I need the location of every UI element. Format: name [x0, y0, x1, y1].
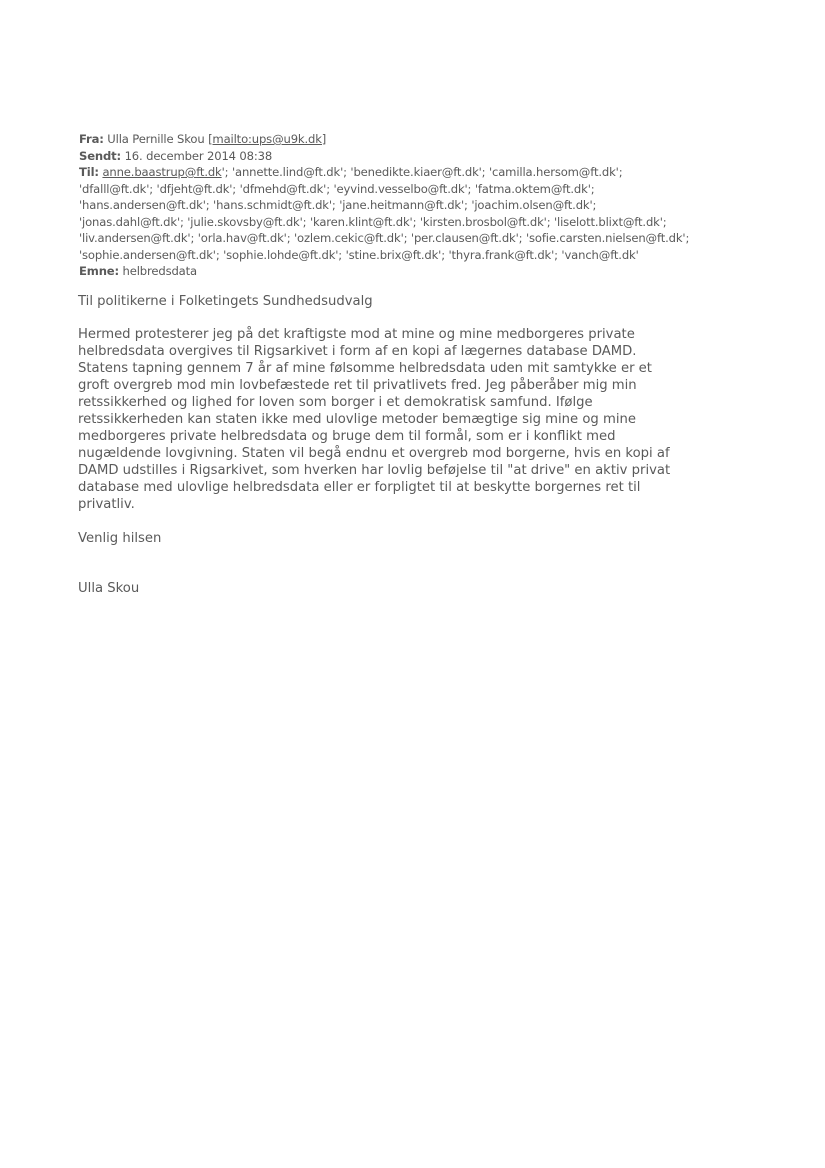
body-line: groft overgreb mod min lovbefæstede ret til privatlivets fred. Jeg påberåber mig min: [78, 378, 637, 393]
to-line: 'jonas.dahl@ft.dk'; 'julie.skovsby@ft.dk'; 'karen.klint@ft.dk'; 'kirsten.brosbol@ft.dk'; 'liselott.blixt@ft.dk';: [79, 214, 667, 229]
body-line: privatliv.: [78, 497, 135, 512]
body-line: retssikkerheden kan staten ikke med ulovlige metoder bemægtige sig mine og mine: [78, 412, 636, 427]
subject-line: [79, 263, 799, 280]
body-line: nugældende lovgivning. Staten vil begå endnu et overgreb mod borgerne, hvis en kopi af: [78, 446, 670, 461]
subject-value: helbredsdata: [119, 264, 197, 278]
body-line: helbredsdata overgives til Rigsarkivet i form af en kopi af lægernes database DAMD.: [78, 344, 637, 359]
from-value: Ulla Pernille Skou: [103, 132, 209, 146]
body-line: DAMD udstilles i Rigsarkivet, som hverken har lovlig beføjelse til "at drive" en aktiv privat: [78, 463, 671, 478]
sent-line: [79, 148, 799, 165]
body-line: database med ulovlige helbredsdata eller er forpligtet til at beskytte borgernes ret til: [78, 480, 641, 495]
letter-body: [78, 326, 718, 513]
to-line: 'sophie.andersen@ft.dk'; 'sophie.lohde@ft.dk'; 'stine.brix@ft.dk'; 'thyra.frank@ft.dk'; 'vanch@ft.dk': [79, 247, 639, 262]
salutation: Til politikerne i Folketingets Sundhedsudvalg: [78, 294, 373, 309]
subject-label: Emne:: [79, 264, 120, 278]
sent-label: Sendt:: [79, 148, 122, 163]
to-label: Til:: [79, 165, 99, 179]
signature: Ulla Skou: [78, 581, 140, 596]
from-mailto-link[interactable]: [mailto:ups@u9k.dk]: [208, 132, 327, 146]
body-line: retssikkerhed og lighed for loven som borger i et demokratisk samfund. Ifølge: [78, 395, 593, 410]
to-line: 'liv.andersen@ft.dk'; 'orla.hav@ft.dk'; 'ozlem.cekic@ft.dk'; 'per.clausen@ft.dk'; 'sofie.carsten.nielsen@ft.dk';: [79, 231, 690, 245]
body-line: medborgeres private helbredsdata og bruge dem til formål, som er i konflikt med: [78, 429, 616, 444]
to-first-recipient-link[interactable]: anne.baastrup@ft.dk: [102, 165, 222, 179]
body-line: Statens tapning gennem 7 år af mine følsomme helbredsdata uden mit samtykke er et: [78, 361, 652, 376]
to-recipients-text: '; 'annette.lind@ft.dk'; 'benedikte.kiaer@ft.dk'; 'camilla.hersom@ft.dk';: [221, 165, 623, 179]
body-line: Hermed protesterer jeg på det kraftigste mod at mine og mine medborgeres private: [78, 327, 635, 342]
from-line: [79, 131, 799, 148]
to-line: 'hans.andersen@ft.dk'; 'hans.schmidt@ft.dk'; 'jane.heitmann@ft.dk'; 'joachim.olsen@ft.dk';: [79, 198, 597, 212]
to-line: 'dfalll@ft.dk'; 'dfjeht@ft.dk'; 'dfmehd@ft.dk'; 'eyvind.vesselbo@ft.dk'; 'fatma.oktem@ft.dk';: [79, 181, 595, 196]
closing: Venlig hilsen: [78, 531, 162, 546]
email-header: [79, 131, 799, 280]
sent-value: 16. december 2014 08:38: [121, 148, 273, 163]
from-label: Fra:: [79, 132, 104, 146]
to-line-1: [79, 164, 799, 181]
